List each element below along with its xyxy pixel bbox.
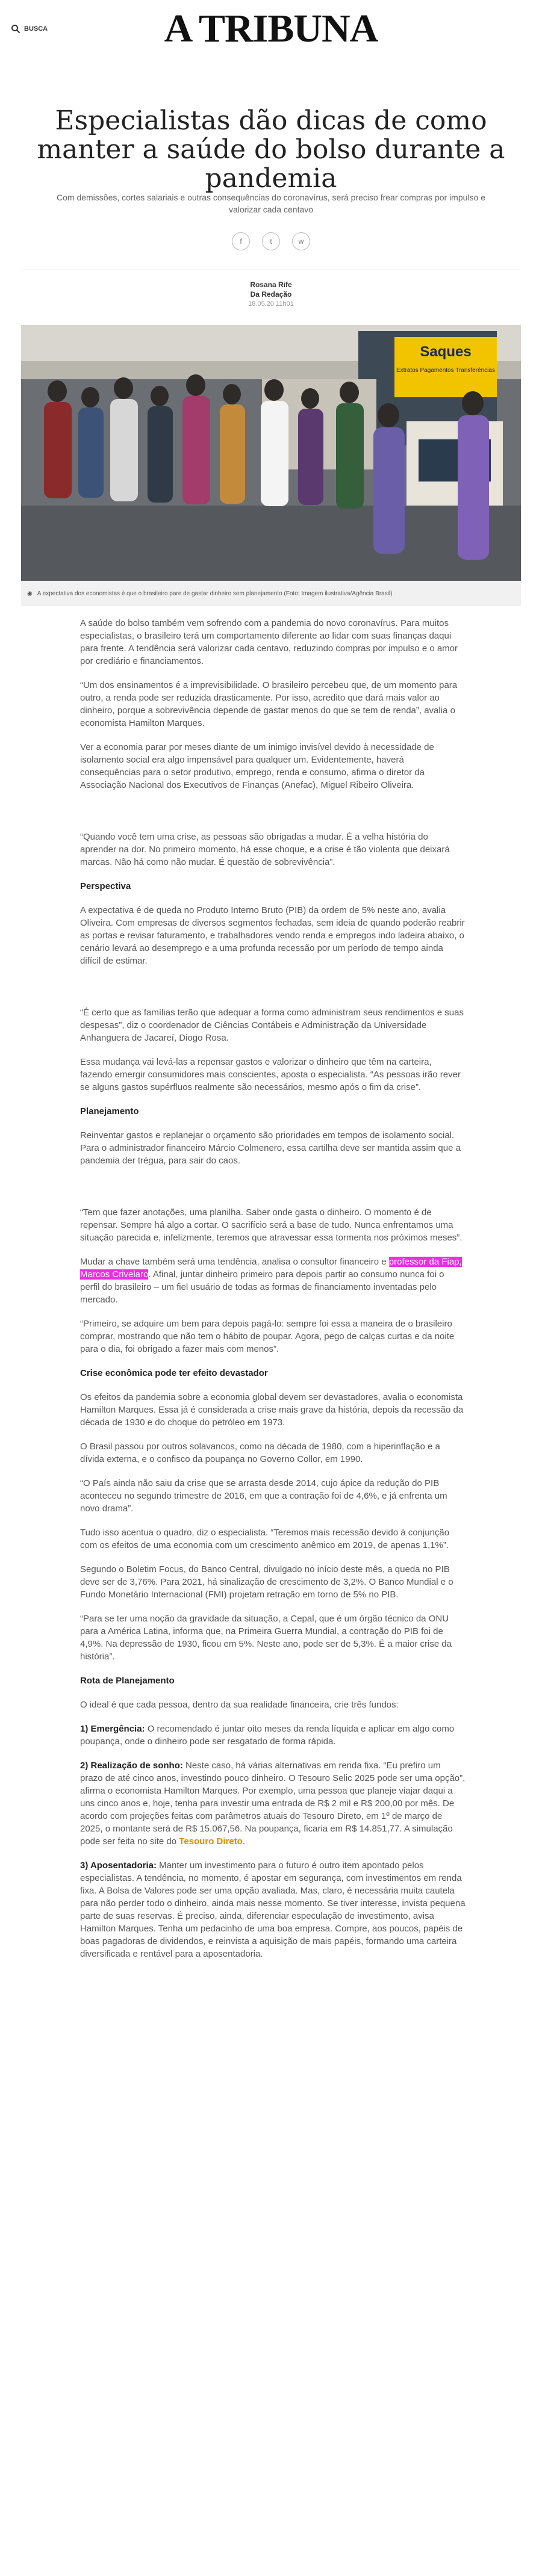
photo-caption-text: A expectativa dos economistas é que o brasileiro pare de gastar dinheiro sem planejamento (Foto: Imagem ilustrativa/Agência Brasil) [37,590,393,597]
paragraph: “É certo que as famílias terão que adequar a forma como administram seus rendimentos e suas despesas”, diz o coordenador de Ciências Contábeis e Administração da Universidade Anhanguera de Jacareí, Diogo Rosa. [80,1008,464,1043]
tesouro-direto-link[interactable]: Tesouro Direto [179,1836,243,1847]
site-logo[interactable]: A TRIBUNA [164,7,378,51]
article-photo [21,325,521,581]
camera-icon: ◉ [27,590,33,597]
paragraph: “Primeiro, se adquire um bem para depois pagá-lo: sempre foi essa a maneira de o brasileiro comprar, mostrando que não tem o hábito de poupar. Agora, pego de calças curtas e da noite para o dia, foi obrigado a fazer mais com menos”. [80,1319,455,1354]
ad-gap [80,979,466,1006]
fund-text: Neste caso, há várias alternativas em renda fixa. “Eu prefiro um prazo de até cinco anos, investindo pouco dinheiro. O Tesouro Selic 2025 pode ser uma opção”, afirma o economista Hamilton Marques. Por exemplo, uma pessoa que planeje viajar daqui a uns cinco anos e, hoje, tenha para investir uma entrada de R$ 2 mil e R$ 200,00 por mês. De acordo com projeções feitas com parâmetros atuais do Tesouro Direto, em 1º de março de 2025, o montante será de R$ 15.067,56. Na poupança, ficaria em R$ 14.851,77. A simulação pode ser feita no site do [80,1760,466,1847]
article-title: Especialistas dão dicas de como manter a saúde do bolso durante a pandemia [37,105,505,194]
whatsapp-icon[interactable]: w [292,232,310,250]
highlighted-text: professor da Fiap, Marcos Crivelaro [80,1257,462,1280]
fund-text-end: . [242,1836,246,1847]
paragraph: “Um dos ensinamentos é a imprevisibilidade. O brasileiro percebeu que, de um momento para outro, a renda pode ser reduzida drasticamente. Por isso, acredito que dará mais valor ao dinheiro, porque a sobrevivência depende de gastar menos do que se tem de renda”, avalia o economista Hamilton Marques. [80,680,458,728]
ad-gap [80,803,466,831]
paragraph: “Para se ter uma noção da gravidade da situação, a Cepal, que é um órgão técnico da ONU para a América Latina, informa que, na Primeira Guerra Mundial, a contração do PIB foi de 4,9%. Na depressão de 1930, ficou em 5%. Neste ano, pode ser de 5,3%. É a maior crise da história”. [80,1614,452,1662]
paragraph: “Quando você tem uma crise, as pessoas são obrigadas a mudar. É a velha história do aprender na dor. No primeiro momento, há esse choque, e a crise é tão violenta que deixará marcas. Não há como não mudar. É questão de sobrevivência”. [80,832,450,867]
fund-lead: 2) Realização de sonho: [80,1760,183,1771]
paragraph: Reinventar gastos e replanejar o orçamento são prioridades em tempos de isolamento social. Para o administrador financeiro Márcio Colmenero, essa cartilha deve ser mantida assim que a pandemia der trégua, para sair do caos. [80,1130,461,1166]
section-heading-rota: Rota de Planejamento [80,1676,175,1686]
bank-queue-illustration [21,325,521,581]
fund-aposentadoria [80,1859,466,1960]
byline [0,280,542,309]
publish-date: 18.05.20 11h01 [248,300,294,308]
ad-gap [80,1178,466,1206]
fund-emergencia [80,1723,466,1748]
paragraph-text: Mudar a chave também será uma tendência, analisa o consultor financeiro e [80,1257,389,1267]
section-heading-crise: Crise econômica pode ter efeito devastador [80,1368,268,1378]
search-label: BUSCA [24,25,48,33]
fund-lead: 3) Aposentadoria: [80,1860,157,1871]
article-subtitle: Com demissões, cortes salariais e outras consequências do coronavírus, será preciso frear compras por impulso e valorizar cada centavo [57,193,485,214]
paragraph-text: . Afinal, juntar dinheiro primeiro para depois partir ao consumo nunca foi o perfil do brasileiro – um fiel usuário de todas as formas de financiamento inventadas pelo mercado. [80,1269,444,1305]
paragraph: Essa mudança vai levá-las a repensar gastos e valorizar o dinheiro que têm na carteira, fazendo emergir consumidores mais conscientes, aposta o especialista. “As pessoas irão rever se alguns gastos supérfluos realmente são necessários, mesmo após o fim da crise”. [80,1057,461,1092]
section-heading-perspectiva: Perspectiva [80,881,131,891]
fund-sonho [80,1759,466,1848]
photo-caption [21,581,521,606]
fund-text: Manter um investimento para o futuro é outro item apontado pelos especialistas. A tendência, no momento, é apostar em segurança, com investimentos em renda fixa. A Bolsa de Valores pode ser uma opção avaliada. Mas, claro, é necessária muita cautela para não perder todo o dinheiro, ainda mais nesse momento. Se tiver interesse, invista pequena parte de suas reservas. É preciso, ainda, diferenciar especulação de investimento, avisa Hamilton Marques. Tenha um pedacinho de uma boa empresa. Compre, aos poucos, papéis de boas pagadoras de dividendos, e reinvista a aquisição de mais papéis, formando uma carteira diversificada e rentável para a aposentadoria. [80,1860,466,1959]
facebook-icon[interactable]: f [232,232,250,250]
paragraph: Ver a economia parar por meses diante de um inimigo invisível devido à necessidade de isolamento social era algo impensável para qualquer um. Evidentemente, haverá consequências para o setor produtivo, emprego, renda e consumo, afirma o diretor da Associação Nacional dos Executivos de Finanças (Anefac), Miguel Ribeiro Oliveira. [80,742,434,790]
paragraph: “O País ainda não saiu da crise que se arrasta desde 2014, cujo ápice da redução do PIB aconteceu no segundo trimestre de 2016, em que a contração foi de 4,6%, e já enfrenta um novo drama”. [80,1478,447,1514]
top-bar [0,0,542,60]
paragraph: Segundo o Boletim Focus, do Banco Central, divulgado no início deste mês, a queda no PIB deve ser de 3,76%. Para 2021, há sinalização de crescimento de 3,2%. O Banco Mundial e o Fundo Monetário Internacional (FMI) projetam retração em torno de 5% no PIB. [80,1564,453,1600]
paragraph: A expectativa é de queda no Produto Interno Bruto (PIB) da ordem de 5% neste ano, avalia Oliveira. Com empresas de diversos segmentos fechadas, sem ideia de quando poderão reabrir as portas e revisar faturamento, e trabalhadores vendo renda e empregos indo ladeira abaixo, o cenário levará ao desemprego e a uma profunda recessão por um período de tempo ainda difícil de estimar. [80,905,465,966]
section-heading-planejamento: Planejamento [80,1106,139,1116]
paragraph: Tudo isso acentua o quadro, diz o especialista. “Teremos mais recessão devido à conjunção com os efeitos de uma economia com um crescimento anêmico em 2019, de apenas 1,1%”. [80,1528,450,1550]
author-name: Rosana Rife [250,280,292,289]
article-body [80,617,466,1972]
saques-sign: Saques [420,344,472,360]
share-bar [0,232,542,250]
paragraph: A saúde do bolso também vem sofrendo com a pandemia do novo coronavírus. Para muitos especialistas, o brasileiro terá um comportamento diferente ao lidar com suas finanças daqui para frente. A tendência será valorizar cada centavo, reduzindo compras por impulso e o amor por crediário e financiamentos. [80,618,458,666]
paragraph: Os efeitos da pandemia sobre a economia global devem ser devastadores, avalia o economista Hamilton Marques. Essa já é considerada a crise mais grave da história, depois da recessão da década de 1930 e do choque do petróleo em 1973. [80,1392,464,1428]
saques-sub-sign: Extratos Pagamentos Transferências [396,367,495,374]
section-name: Da Redação [250,290,292,299]
fund-lead: 1) Emergência: [80,1724,145,1734]
twitter-icon[interactable]: t [262,232,280,250]
paragraph: O ideal é que cada pessoa, dentro da sua realidade financeira, crie três fundos: [80,1700,399,1710]
paragraph [80,1255,466,1306]
paragraph: O Brasil passou por outros solavancos, como na década de 1980, com a hiperinflação e a dívida externa, e o confisco da poupança no Governo Collor, em 1990. [80,1441,440,1464]
fund-text: O recomendado é juntar oito meses da renda líquida e aplicar em algo como poupança, onde o dinheiro pode ser resgatado de forma rápida. [80,1724,455,1747]
paragraph: “Tem que fazer anotações, uma planilha. Saber onde gasta o dinheiro. O momento é de repensar. Sempre há algo a cortar. O sacrifício será a base de tudo. Nunca enfrentamos uma situação parecida e, infelizmente, teremos que atravessar essa tormenta nos próximos meses”. [80,1207,463,1243]
